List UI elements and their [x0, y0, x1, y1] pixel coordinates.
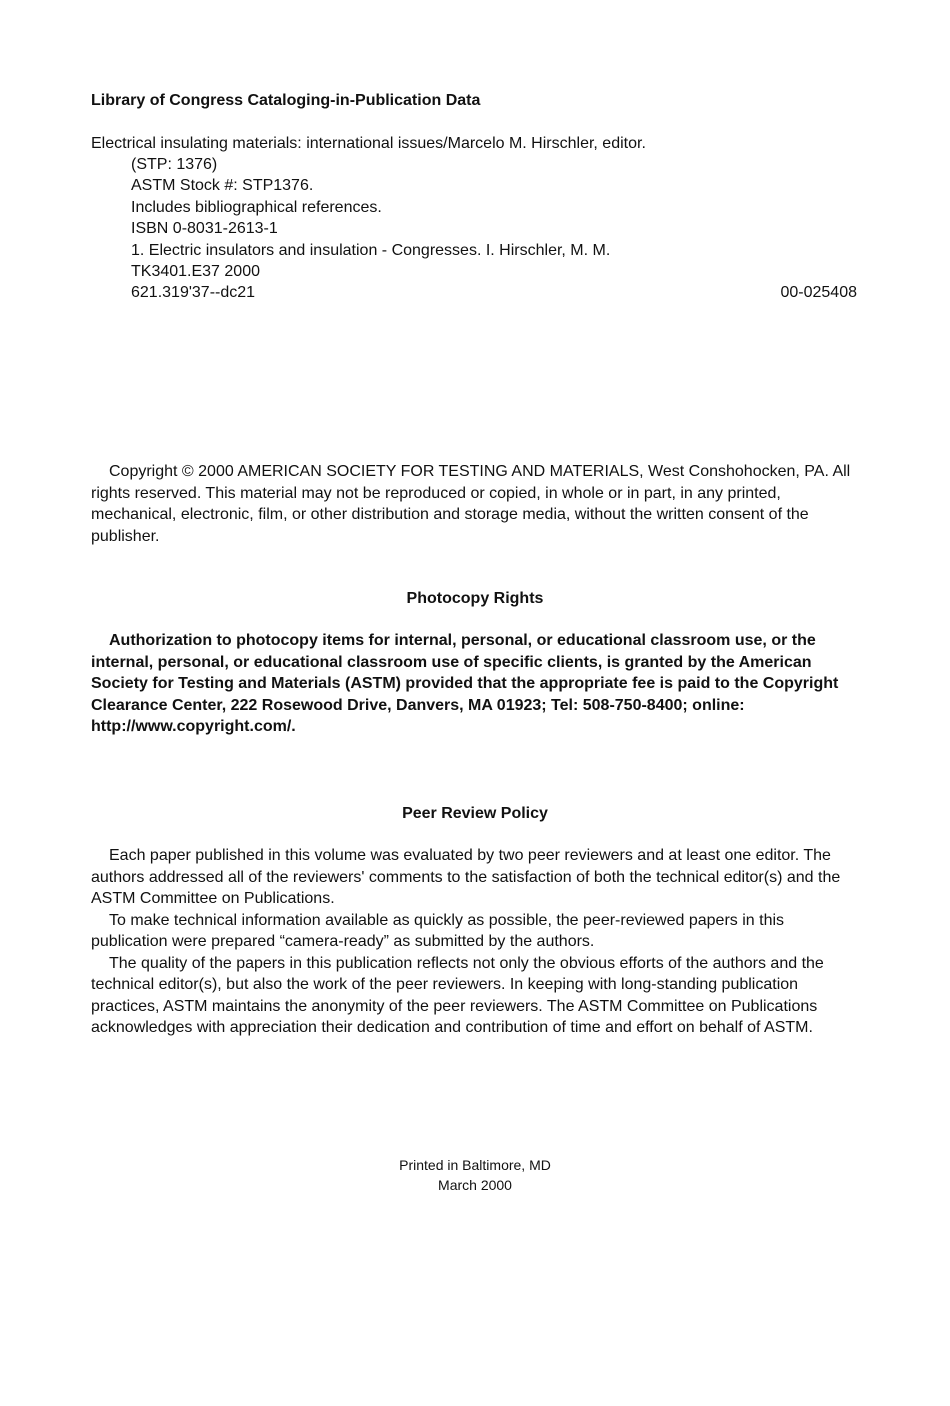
- cip-lc-class-line: TK3401.E37 2000: [131, 263, 260, 281]
- cip-title-line: Electrical insulating materials: international issues/Marcelo M. Hirschler, editor.: [91, 135, 646, 152]
- photocopy-rights-text: Authorization to photocopy items for internal, personal, or educational classroom use, or the internal, personal, or educational classroom use of specific clients, is granted by the American Society for Testing and Materials (ASTM) provided that the appropriate fee is paid to the Copyright Clearance Center, 222 Rosewood Drive, Danvers, MA 01923; Tel: 508-750-8400; online: http://www.copyright.com/.: [91, 632, 839, 735]
- cip-dewey-line: 621.319'37--dc21: [131, 284, 256, 302]
- peer-review-text: [91, 845, 851, 1039]
- cip-subject-line: 1. Electric insulators and insulation - Congresses. I. Hirschler, M. M.: [131, 241, 611, 259]
- cip-isbn-line: ISBN 0-8031-2613-1: [131, 220, 278, 238]
- cip-series-line: (STP: 1376): [131, 156, 218, 173]
- cip-lccn: 00-025408: [780, 284, 857, 301]
- peer-review-paragraph: Each paper published in this volume was evaluated by two peer reviewers and at least one editor. The authors addressed all of the reviewers' comments to the satisfaction of both the technical editor(s) and the ASTM Committee on Publications.: [91, 847, 841, 907]
- peer-review-paragraph: To make technical information available as quickly as possible, the peer-reviewed papers in this publication were prepared “camera-ready” as submitted by the authors.: [91, 911, 785, 950]
- cip-bibliography-line: Includes bibliographical references.: [131, 198, 382, 216]
- cip-record: [131, 154, 610, 304]
- cip-heading: Library of Congress Cataloging-in-Publication Data: [91, 92, 481, 109]
- photocopy-rights-heading: Photocopy Rights: [406, 590, 544, 607]
- peer-review-paragraph: The quality of the papers in this publication reflects not only the obvious efforts of the authors and the technical editor(s), but also the work of the peer reviewers. In keeping with long-standing publication practices, ASTM maintains the anonymity of the peer reviewers. The ASTM Committee on Publications acknowledges with appreciation their dedication and contribution of time and effort on behalf of ASTM.: [91, 954, 824, 1036]
- printed-location: Printed in Baltimore, MD: [399, 1157, 551, 1173]
- copyright-notice: Copyright © 2000 AMERICAN SOCIETY FOR TESTING AND MATERIALS, West Conshohocken, PA. All rights reserved. This material may not be reproduced or copied, in whole or in part, in any printed, mechanical, electronic, film, or other distribution and storage media, without the written consent of the publisher.: [91, 463, 851, 545]
- cip-stock-line: ASTM Stock #: STP1376.: [131, 177, 314, 195]
- imprint: [0, 1155, 950, 1195]
- printed-date: March 2000: [438, 1177, 512, 1193]
- peer-review-heading: Peer Review Policy: [402, 805, 548, 822]
